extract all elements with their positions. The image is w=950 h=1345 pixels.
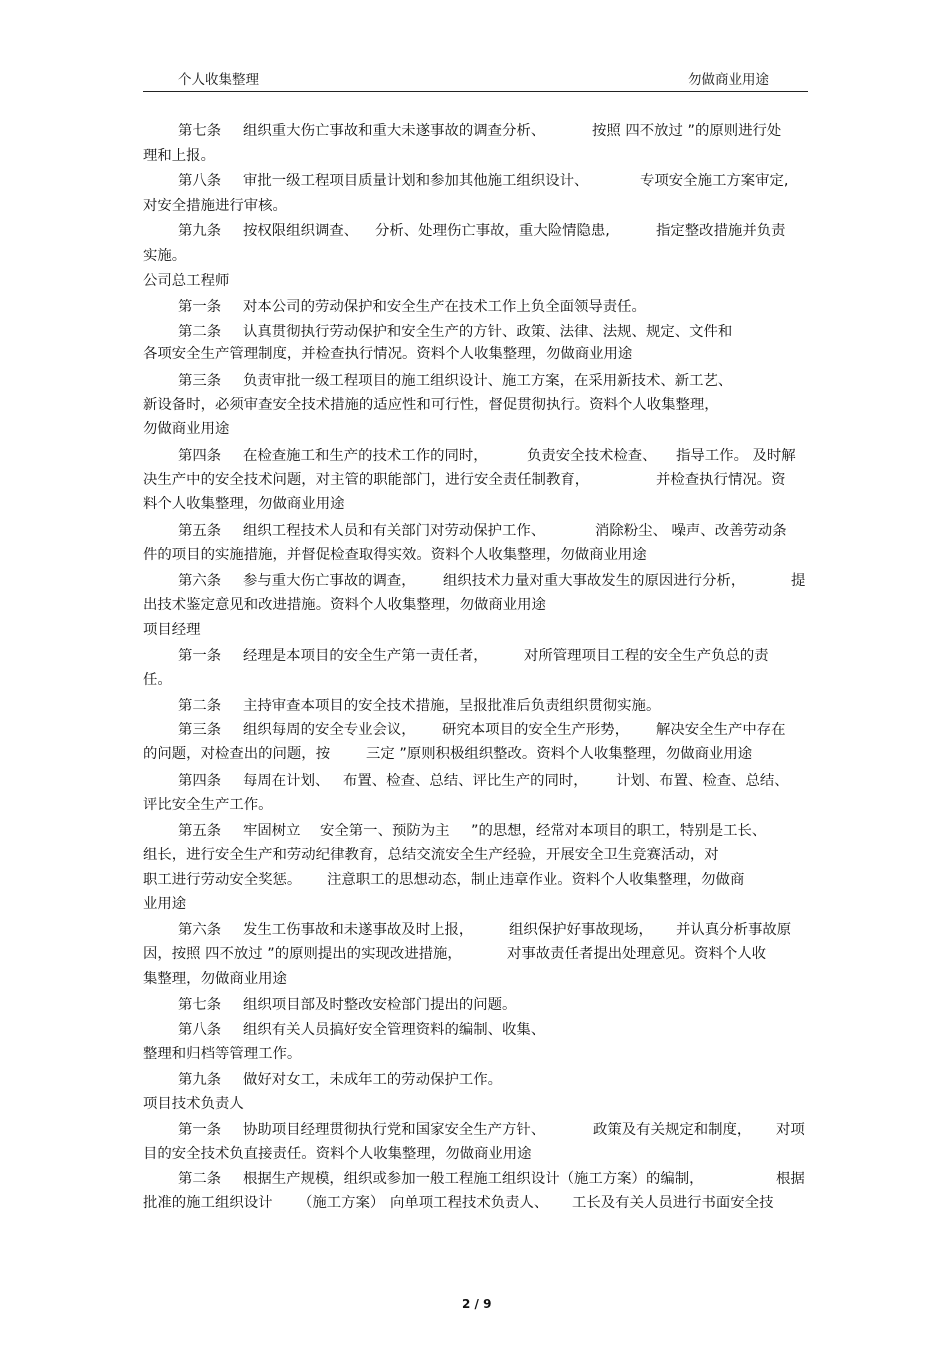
text-line: 对所管理项目工程的安全生产负总的责 (524, 648, 769, 664)
text-line: 第九条 (178, 223, 222, 239)
text-line: 第九条 (178, 1072, 222, 1088)
text-line: ”的思想，经常对本项目的职工，特别是工长、 (471, 823, 767, 839)
text-line: 第六条 (178, 922, 222, 938)
text-line: 协助项目经理贯彻执行党和国家安全生产方针、 (243, 1122, 546, 1138)
text-line: 指导工作。 及时解 (676, 448, 796, 464)
text-line: 并认真分析事故原 (676, 922, 792, 938)
text-line: 第三条 (178, 722, 222, 738)
text-line: 勿做商业用途 (143, 421, 230, 437)
text-line: 第七条 (178, 123, 222, 139)
text-line: 组织项目部及时整改安检部门提出的问题。 (243, 997, 517, 1013)
text-line: 对本公司的劳动保护和安全生产在技术工作上负全面领导责任。 (243, 299, 646, 315)
text-line: 根据 (776, 1171, 805, 1187)
text-line: 负责安全技术检查、 (527, 448, 657, 464)
text-line: 审批一级工程项目质量计划和参加其他施工组织设计、 (243, 173, 589, 189)
text-line: 安全第一、预防为主 (320, 823, 450, 839)
text-line: 第二条 (178, 324, 222, 340)
text-line: 注意职工的思想动态，制止违章作业。资料个人收集整理，勿做商 (327, 872, 745, 888)
text-line: 项目经理 (143, 622, 201, 638)
text-line: 消除粉尘、 噪声、改善劳动条 (595, 523, 787, 539)
text-line: 第五条 (178, 523, 222, 539)
text-line: 决生产中的安全技术问题，对主管的职能部门，进行安全责任制教育， (143, 472, 590, 488)
text-line: 整理和归档等管理工作。 (143, 1046, 302, 1062)
text-line: 每周在计划、 (243, 773, 330, 789)
text-line: 出技术鉴定意见和改进措施。资料个人收集整理，勿做商业用途 (143, 597, 546, 613)
text-line: 第二条 (178, 1171, 222, 1187)
text-line: 第一条 (178, 1122, 222, 1138)
text-line: 牢固树立 (243, 823, 301, 839)
text-line: 理和上报。 (143, 148, 215, 164)
text-line: 主持审查本项目的安全技术措施，呈报批准后负责组织贯彻实施。 (243, 698, 661, 714)
text-line: 组织技术力量对重大事故发生的原因进行分析， (443, 573, 746, 589)
text-line: 专项安全施工方案审定, (640, 173, 789, 189)
page-number: 2 / 9 (462, 1297, 492, 1311)
text-line: 各项安全生产管理制度，并检查执行情况。资料个人收集整理，勿做商业用途 (143, 346, 633, 362)
text-line: 提 (791, 573, 806, 589)
text-line: 职工进行劳动安全奖惩。 (143, 872, 302, 888)
text-line: 评比安全生产工作。 (143, 797, 273, 813)
text-line: 认真贯彻执行劳动保护和安全生产的方针、政策、法律、法规、规定、文件和 (243, 324, 733, 340)
text-line: 参与重大伤亡事故的调查， (243, 573, 416, 589)
text-line: 对项 (776, 1122, 805, 1138)
text-line: 集整理，勿做商业用途 (143, 971, 287, 987)
text-line: 向单项工程技术负责人、 (390, 1195, 549, 1211)
text-line: 第七条 (178, 997, 222, 1013)
text-line: 项目技术负责人 (143, 1096, 244, 1112)
text-line: 在检查施工和生产的技术工作的同时， (243, 448, 488, 464)
header-left-text: 个人收集整理 (178, 72, 259, 88)
text-line: 根据生产规模，组织或参加一般工程施工组织设计（施工方案）的编制， (243, 1171, 704, 1187)
text-line: 对安全措施进行审核。 (143, 198, 287, 214)
text-line: 第八条 (178, 173, 222, 189)
text-line: 研究本项目的安全生产形势， (442, 722, 630, 738)
text-line: 三定 ”原则积极组织整改。资料个人收集整理，勿做商业用途 (366, 746, 753, 762)
header-right-text: 勿做商业用途 (688, 72, 769, 88)
text-line: 批准的施工组织设计 (143, 1195, 273, 1211)
text-line: 的问题，对检查出的问题，按 (143, 746, 331, 762)
text-line: 组织工程技术人员和有关部门对劳动保护工作、 (243, 523, 546, 539)
text-line: 对事故责任者提出处理意见。资料个人收 (507, 946, 767, 962)
text-line: 政策及有关规定和制度， (593, 1122, 752, 1138)
text-line: 件的项目的实施措施，并督促检查取得实效。资料个人收集整理，勿做商业用途 (143, 547, 647, 563)
text-line: 计划、布置、检查、总结、 (616, 773, 789, 789)
text-line: 实施。 (143, 248, 187, 264)
text-line: 按照 四不放过 ”的原则进行处 (592, 123, 782, 139)
text-line: 工长及有关人员进行书面安全技 (572, 1195, 774, 1211)
text-line: 组长，进行安全生产和劳动纪律教育，总结交流安全生产经验，开展安全卫生竞赛活动，对 (143, 847, 719, 863)
text-line: 第四条 (178, 448, 222, 464)
text-line: （施工方案） (298, 1195, 385, 1211)
text-line: 并检查执行情况。资 (656, 472, 786, 488)
text-line: 公司总工程师 (143, 273, 230, 289)
text-line: 料个人收集整理，勿做商业用途 (143, 496, 345, 512)
text-line: 第一条 (178, 648, 222, 664)
text-line: 第三条 (178, 373, 222, 389)
text-line: 新设备时，必须审查安全技术措施的适应性和可行性，督促贯彻执行。资料个人收集整理， (143, 397, 719, 413)
text-line: 做好对女工，未成年工的劳动保护工作。 (243, 1072, 503, 1088)
text-line: 经理是本项目的安全生产第一责任者， (243, 648, 488, 664)
text-line: 第四条 (178, 773, 222, 789)
text-line: 组织保护好事故现场， (509, 922, 653, 938)
text-line: 组织重大伤亡事故和重大未遂事故的调查分析、 (243, 123, 546, 139)
text-line: 分析、处理伤亡事故，重大险情隐患, (375, 223, 610, 239)
text-line: 业用途 (143, 896, 187, 912)
text-line: 解决安全生产中存在 (656, 722, 786, 738)
text-line: 组织每周的安全专业会议， (243, 722, 416, 738)
text-line: 指定整改措施并负责 (656, 223, 786, 239)
text-line: 任。 (143, 672, 172, 688)
text-line: 目的安全技术负直接责任。资料个人收集整理，勿做商业用途 (143, 1146, 532, 1162)
text-line: 第八条 (178, 1022, 222, 1038)
text-line: 负责审批一级工程项目的施工组织设计、施工方案，在采用新技术、新工艺、 (243, 373, 733, 389)
text-line: 因，按照 四不放过 ”的原则提出的实现改进措施， (143, 946, 462, 962)
text-line: 第六条 (178, 573, 222, 589)
text-line: 按权限组织调查、 (243, 223, 359, 239)
text-line: 第二条 (178, 698, 222, 714)
text-line: 发生工伤事故和未遂事故及时上报， (243, 922, 474, 938)
text-line: 组织有关人员搞好安全管理资料的编制、收集、 (243, 1022, 546, 1038)
text-line: 第一条 (178, 299, 222, 315)
text-line: 布置、检查、总结、评比生产的同时， (343, 773, 588, 789)
text-line: 第五条 (178, 823, 222, 839)
